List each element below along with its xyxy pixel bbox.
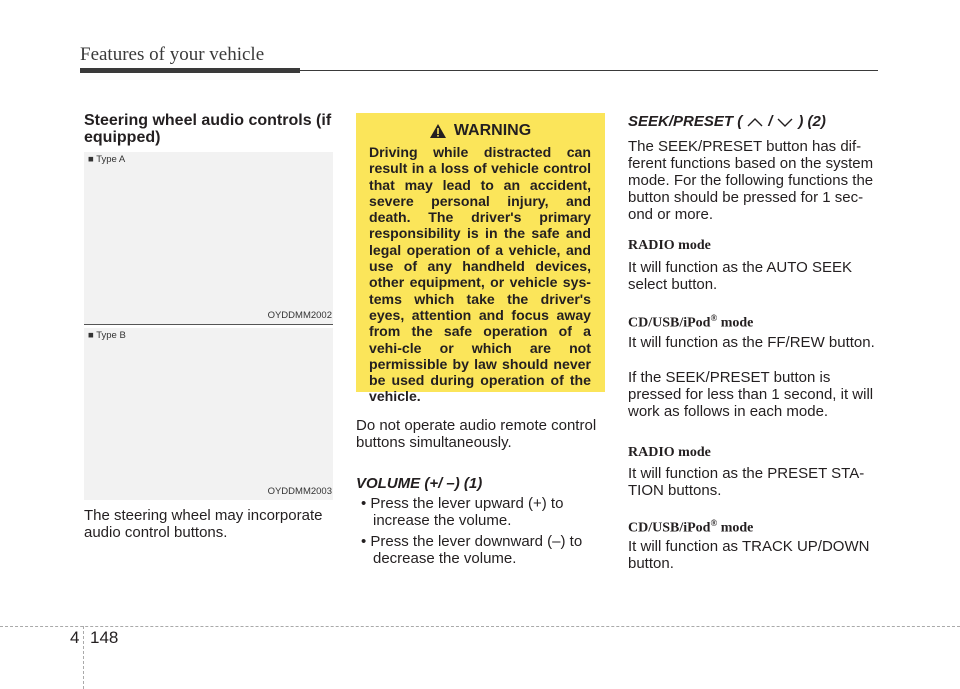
short-press-text: If the SEEK/PRESET button is pressed for less than 1 second, it will work as follows in each mode. [628, 369, 874, 420]
reg-mark-2: ® [710, 518, 718, 528]
radio-mode-heading-1: RADIO mode [628, 238, 711, 253]
cd-mode-text-1: It will function as the FF/REW button. [628, 334, 875, 351]
warning-body: Driving while distracted can result in a loss of vehicle control that may lead to an accident, severe personal injury, and death. The driver's primary responsibility is in the safe and legal operation of a vehicle, and use of any handheld devices, other equipment, or vehicle sys-tems which take the driver's eyes, attention and focus away from the safe operation of a vehi-cle or which are not permissible by law should never be used during operation of the vehicle. [369, 144, 591, 405]
steering-wheel-image-type-b [84, 328, 333, 500]
cd-mode-heading-1 [628, 313, 753, 332]
seek-heading: SEEK/PRESET ( / ) (2) [628, 113, 826, 130]
volume-bullet-up-text: Press the lever upward (+) to increase the volume. [370, 495, 564, 529]
radio-mode-text-1: It will function as the AUTO SEEK select button. [628, 259, 852, 293]
intro-text: The steering wheel may incorporate audio control buttons. [84, 507, 323, 541]
cd-mode-label-1: CD/USB/iPod [628, 315, 711, 331]
volume-bullet-down: • Press the lever downward (–) to decrease the volume. [361, 533, 583, 567]
seek-heading-pre: SEEK/PRESET ( [628, 113, 743, 130]
volume-bullet-up: • Press the lever upward (+) to increase the volume. [361, 495, 564, 529]
image-divider [84, 324, 333, 325]
steering-wheel-image-type-a [84, 152, 333, 324]
chapter-number: 4 [70, 628, 80, 647]
reg-mark-1: ® [710, 313, 718, 323]
volume-bullet-down-text: Press the lever downward (–) to decrease the volume. [370, 533, 583, 567]
warning-triangle-icon [429, 123, 447, 139]
section-title: Steering wheel audio controls (if equipped) [84, 112, 332, 146]
seek-heading-post: ) (2) [798, 113, 826, 130]
warning-box [356, 113, 605, 405]
type-a-code: OYDDMM2002 [267, 310, 332, 321]
type-b-label: ■ Type B [88, 330, 126, 341]
type-b-code: OYDDMM2003 [267, 486, 332, 497]
cd-mode-suffix-2: mode [717, 520, 754, 536]
cd-mode-text-2: It will function as TRACK UP/DOWN button. [628, 538, 870, 572]
seek-intro: The SEEK/PRESET button has dif-ferent functions based on the system mode. For the following functions the button should be pressed for 1 sec-ond or more. [628, 138, 874, 223]
cd-mode-heading-2 [628, 518, 753, 537]
header-rule-thick [80, 68, 300, 73]
warning-title: WARNING [453, 122, 532, 139]
chevron-down-icon [775, 116, 795, 128]
warning-heading [369, 122, 591, 140]
footer-divider [83, 626, 84, 689]
page-header-title: Features of your vehicle [80, 44, 265, 65]
chevron-up-icon [745, 116, 765, 128]
header-rule-thin [300, 70, 878, 71]
type-a-label: ■ Type A [88, 154, 126, 165]
cd-mode-label-2: CD/USB/iPod [628, 520, 711, 536]
cd-mode-suffix-1: mode [717, 315, 754, 331]
simultaneous-note: Do not operate audio remote control buttons simultaneously. [356, 417, 597, 451]
page-number: 148 [90, 628, 119, 647]
volume-heading: VOLUME (+/ –) (1) [356, 475, 483, 492]
footer-rule [0, 626, 960, 627]
radio-mode-text-2: It will function as the PRESET STA-TION buttons. [628, 465, 865, 499]
radio-mode-heading-2: RADIO mode [628, 445, 711, 460]
